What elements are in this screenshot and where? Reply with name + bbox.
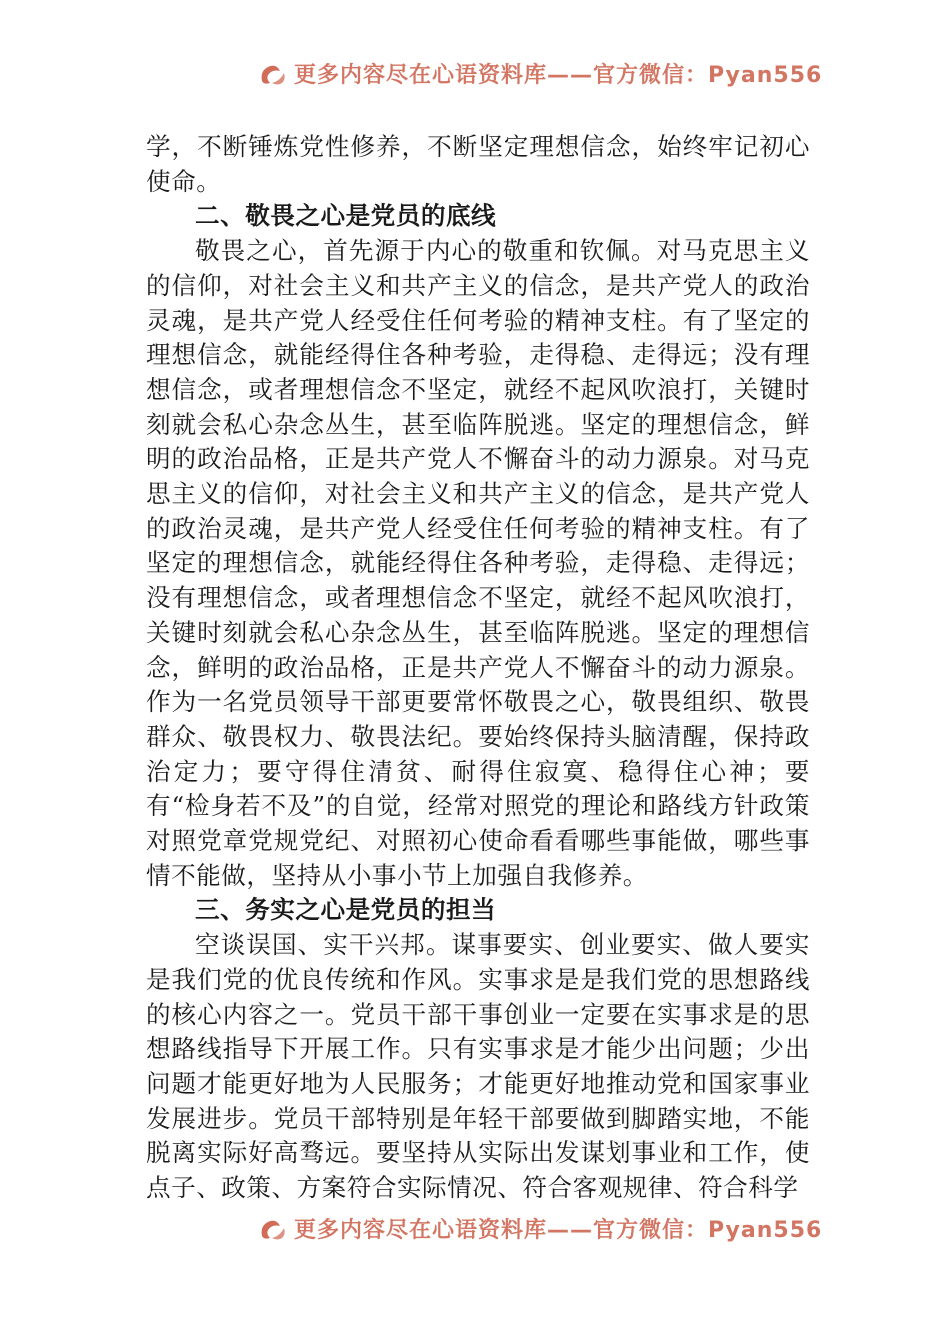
- section-heading-3: 三、务实之心是党员的担当: [195, 895, 497, 925]
- section-heading-2: 二、敬畏之心是党员的底线: [195, 201, 497, 231]
- paragraph-awe: 敬畏之心，首先源于内心的敬重和钦佩。对马克思主义的信仰，对社会主义和共产主义的信念，是共产党人的政治灵魂，是共产党人经受住任何考验的精神支柱。有了坚定的理想信念，就能经得住各种考验，走得稳、走得远；没有理想信念，或者理想信念不坚定，就经不起风吹浪打，关键时刻就会私心杂念丛生，甚至临阵脱逃。坚定的理想信念，鲜明的政治品格，正是共产党人不懈奋斗的动力源泉。对马克思主义的信仰，对社会主义和共产主义的信念，是共产党人的政治灵魂，是共产党人经受住任何考验的精神支柱。有了坚定的理想信念，就能经得住各种考验，走得稳、走得远；没有理想信念，或者理想信念不坚定，就经不起风吹浪打，关键时刻就会私心杂念丛生，甚至临阵脱逃。坚定的理想信念，鲜明的政治品格，正是共产党人不懈奋斗的动力源泉。作为一名党员领导干部更要常怀敬畏之心，敬畏组织、敬畏群众、敬畏权力、敬畏法纪。要始终保持头脑清醒，保持政治定力；要守得住清贫、耐得住寂寞、稳得住心神；要有“检身若不及”的自觉，经常对照党的理论和路线方针政策对照党章党规党纪、对照初心使命看看哪些事能做，哪些事情不能做，坚持从小事小节上加强自我修养。: [146, 236, 810, 890]
- paragraph-continuation: 学，不断锤炼党性修养，不断坚定理想信念，始终牢记初心使命。: [146, 132, 810, 196]
- watermark-text: 更多内容尽在心语资料库——官方微信：Pyan556: [294, 1218, 823, 1243]
- document-body: [146, 130, 810, 1206]
- watermark-text: 更多内容尽在心语资料库——官方微信：Pyan556: [294, 63, 823, 88]
- footer-watermark: [0, 1203, 950, 1247]
- header-watermark: [0, 48, 950, 92]
- watermark-logo-icon: [258, 61, 288, 87]
- watermark-logo-icon: [258, 1216, 288, 1242]
- paragraph-pragmatism: 空谈误国、实干兴邦。谋事要实、创业要实、做人要实是我们党的优良传统和作风。实事求是是我们党的思想路线的核心内容之一。党员干部干事创业一定要在实事求是的思想路线指导下开展工作。只有实事求是才能少出问题；少出问题才能更好地为人民服务；才能更好地推动党和国家事业发展进步。党员干部特别是年轻干部要做到脚踏实地，不能脱离实际好高骛远。要坚持从实际出发谋划事业和工作，使点子、政策、方案符合实际情况、符合客观规律、符合科学: [146, 930, 810, 1203]
